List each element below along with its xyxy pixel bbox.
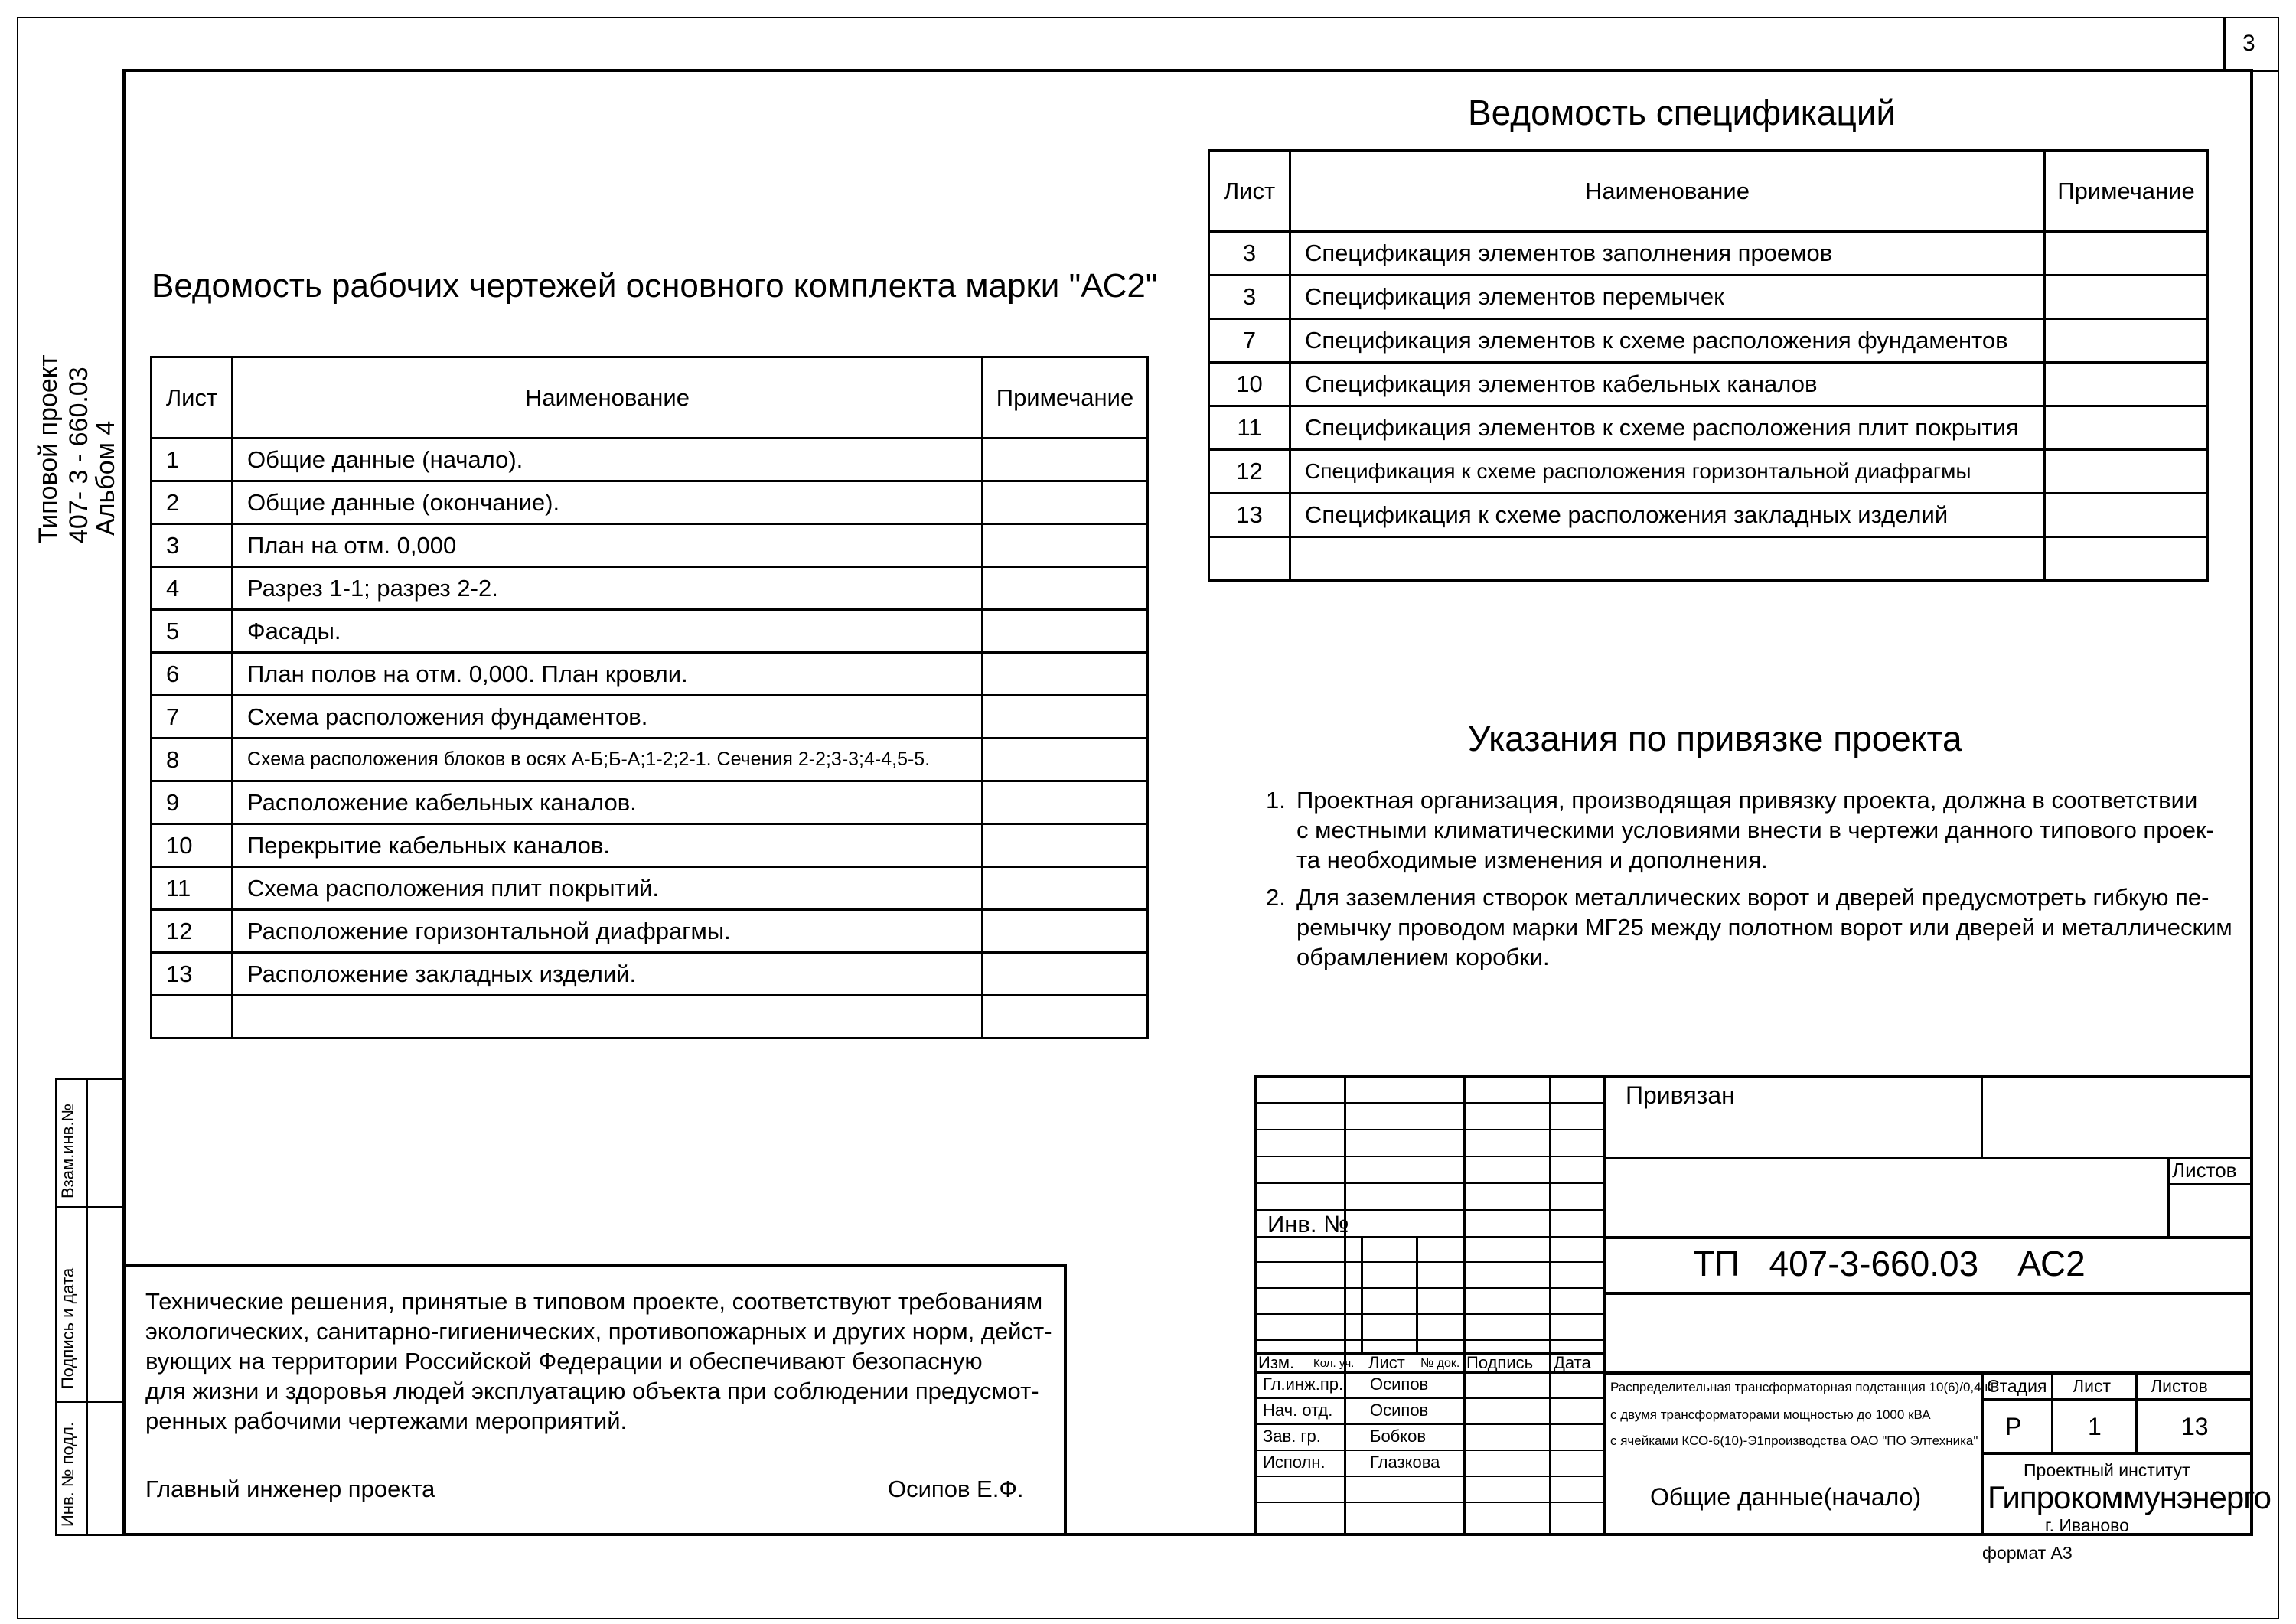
instruction-2-line2: ремычку проводом марки МГ25 между полотном ворот или дверей и металлическим [1296,914,2232,941]
org-name: Гипрокоммунэнерго [1988,1479,2272,1515]
col-signature: Подпись [1466,1353,1534,1372]
specs-table [1208,149,2209,582]
role-group-head: Зав. гр. [1263,1427,1321,1446]
table-row [152,996,1148,1039]
privyazan-label: Привязан [1626,1081,1735,1109]
table-row: 8 Схема расположения блоков в осях А-Б;Б-А;1-2;2-1. Сечения 2-2;3-3;4-4,5-5. [152,739,1148,781]
instructions-title: Указания по привязке проекта [1468,719,1962,758]
table-row: 12 Расположение горизонтальной диафрагмы. [152,910,1148,953]
table-row: 3 Спецификация элементов заполнения проемов [1209,232,2208,276]
role-group-head-name: Бобков [1370,1427,1427,1446]
chief-engineer-title: Главный инженер проекта [145,1476,435,1502]
tech-note-line5: ренных рабочими чертежами мероприятий. [145,1407,628,1434]
object-line2: с двумя трансформаторами мощностью до 1000 кВА [1610,1407,1931,1422]
role-dept-head: Нач. отд. [1263,1401,1333,1420]
table-row: 13 Расположение закладных изделий. [152,953,1148,996]
role-chief-eng-name: Осипов [1370,1375,1429,1394]
table-row: 10 Спецификация элементов кабельных каналов [1209,363,2208,406]
table-row: 3 Спецификация элементов перемычек [1209,276,2208,319]
table-row: 7 Схема расположения фундаментов. [152,696,1148,739]
object-line1: Распределительная трансформаторная подстанция 10(6)/0,4 кВ [1610,1380,2000,1394]
col-date: Дата [1554,1353,1591,1372]
table-row: 4 Разрез 1-1; разрез 2-2. [152,567,1148,610]
side-field-inv-orig: Инв. № подл. [58,1421,77,1527]
sheet-number: 3 [2242,31,2255,56]
instruction-1-line3: та необходимые изменения и дополнения. [1296,846,1768,873]
table-row [1209,537,2208,581]
org-line1: Проектный институт [2024,1460,2190,1480]
table-row: 1 Общие данные (начало). [152,439,1148,481]
format-label: формат А3 [1982,1543,2073,1563]
specs-title: Ведомость спецификаций [1468,93,1896,132]
tech-note-line4: для жизни и здоровья людей эксплуатацию объекта при соблюдении предусмот- [145,1378,1039,1404]
table-row: 5 Фасады. [152,610,1148,653]
instruction-2-num: 2. [1266,884,1286,911]
table-row: 10 Перекрытие кабельных каналов. [152,824,1148,867]
role-dept-head-name: Осипов [1370,1401,1429,1420]
instruction-2-line1: Для заземления створок металлических ворот и дверей предусмотреть гибкую пе- [1296,884,2210,911]
specs-col-name: Наименование [1290,151,2045,232]
tech-note-line3: вующих на территории Российской Федерации и обеспечивают безопасную [145,1348,983,1375]
role-executor: Исполн. [1263,1453,1326,1472]
instruction-1-line1: Проектная организация, производящая привязку проекта, должна в соответствии [1296,787,2198,814]
instruction-1-line2: с местными климатическими условиями внести в чертежи данного типового проек- [1296,817,2214,843]
table-row: 3 План на отм. 0,000 [152,524,1148,567]
drawings-title: Ведомость рабочих чертежей основного комплекта марки "АС2" [152,267,1158,305]
org-city: г. Иваново [2045,1515,2129,1535]
sheets-value: 13 [2181,1413,2209,1440]
table-row: 12 Спецификация к схеме расположения горизонтальной диафрагмы [1209,450,2208,494]
table-row: 11 Спецификация элементов к схеме расположения плит покрытия [1209,406,2208,450]
chief-engineer-name: Осипов Е.Ф. [888,1476,1024,1502]
role-executor-name: Глазкова [1370,1453,1440,1472]
inv-no-label: Инв. № [1267,1211,1349,1238]
listov-top-label: Листов [2172,1159,2237,1182]
object-line3: с ячейками КСО-6(10)-Э1производства ОАО "ПО Элтехника" [1610,1433,1978,1448]
stage-value: Р [2005,1413,2022,1440]
role-chief-eng: Гл.инж.пр. [1263,1375,1344,1394]
instruction-1-num: 1. [1266,787,1286,814]
side-stamp-line2: 407- 3 - 660.03 [64,367,93,543]
table-row: 9 Расположение кабельных каналов. [152,781,1148,824]
table-row: 2 Общие данные (окончание). [152,481,1148,524]
stage-label: Стадия [1987,1376,2047,1396]
sheet-label: Лист [2073,1376,2111,1396]
col-list: Лист [1368,1353,1405,1372]
col-kol-uch: Кол. уч. [1313,1357,1355,1370]
col-izm: Изм. [1258,1353,1295,1372]
drawings-col-name: Наименование [233,357,983,439]
specs-col-sheet: Лист [1209,151,1290,232]
sheet-value: 1 [2088,1413,2102,1440]
side-field-sign-date: Подпись и дата [58,1267,77,1389]
side-field-replace-inv: Взам.инв.№ [58,1103,77,1198]
tech-note-line2: экологических, санитарно-гигиенических, противопожарных и других норм, дейст- [145,1318,1052,1345]
side-stamp-line1: Типовой проект [34,354,63,543]
drawings-table [150,356,1149,1039]
tech-note-line1: Технические решения, принятые в типовом проекте, соответствуют требованиям [145,1288,1043,1315]
specs-col-note: Примечание [2045,151,2208,232]
sheets-label: Листов [2151,1376,2208,1396]
instruction-2-line3: обрамлением коробки. [1296,944,1550,970]
drawings-col-sheet: Лист [152,357,233,439]
table-row: 6 План полов на отм. 0,000. План кровли. [152,653,1148,696]
col-doc-no: № док. [1420,1357,1460,1370]
table-row: 13 Спецификация к схеме расположения закладных изделий [1209,494,2208,537]
side-stamp-line3: Альбом 4 [91,420,120,536]
drawings-col-note: Примечание [983,357,1148,439]
drawing-name: Общие данные(начало) [1650,1483,1922,1511]
drawing-code: ТП 407-3-660.03 АС2 [1693,1244,2086,1283]
table-row: 11 Схема расположения плит покрытий. [152,867,1148,910]
table-row: 7 Спецификация элементов к схеме расположения фундаментов [1209,319,2208,363]
